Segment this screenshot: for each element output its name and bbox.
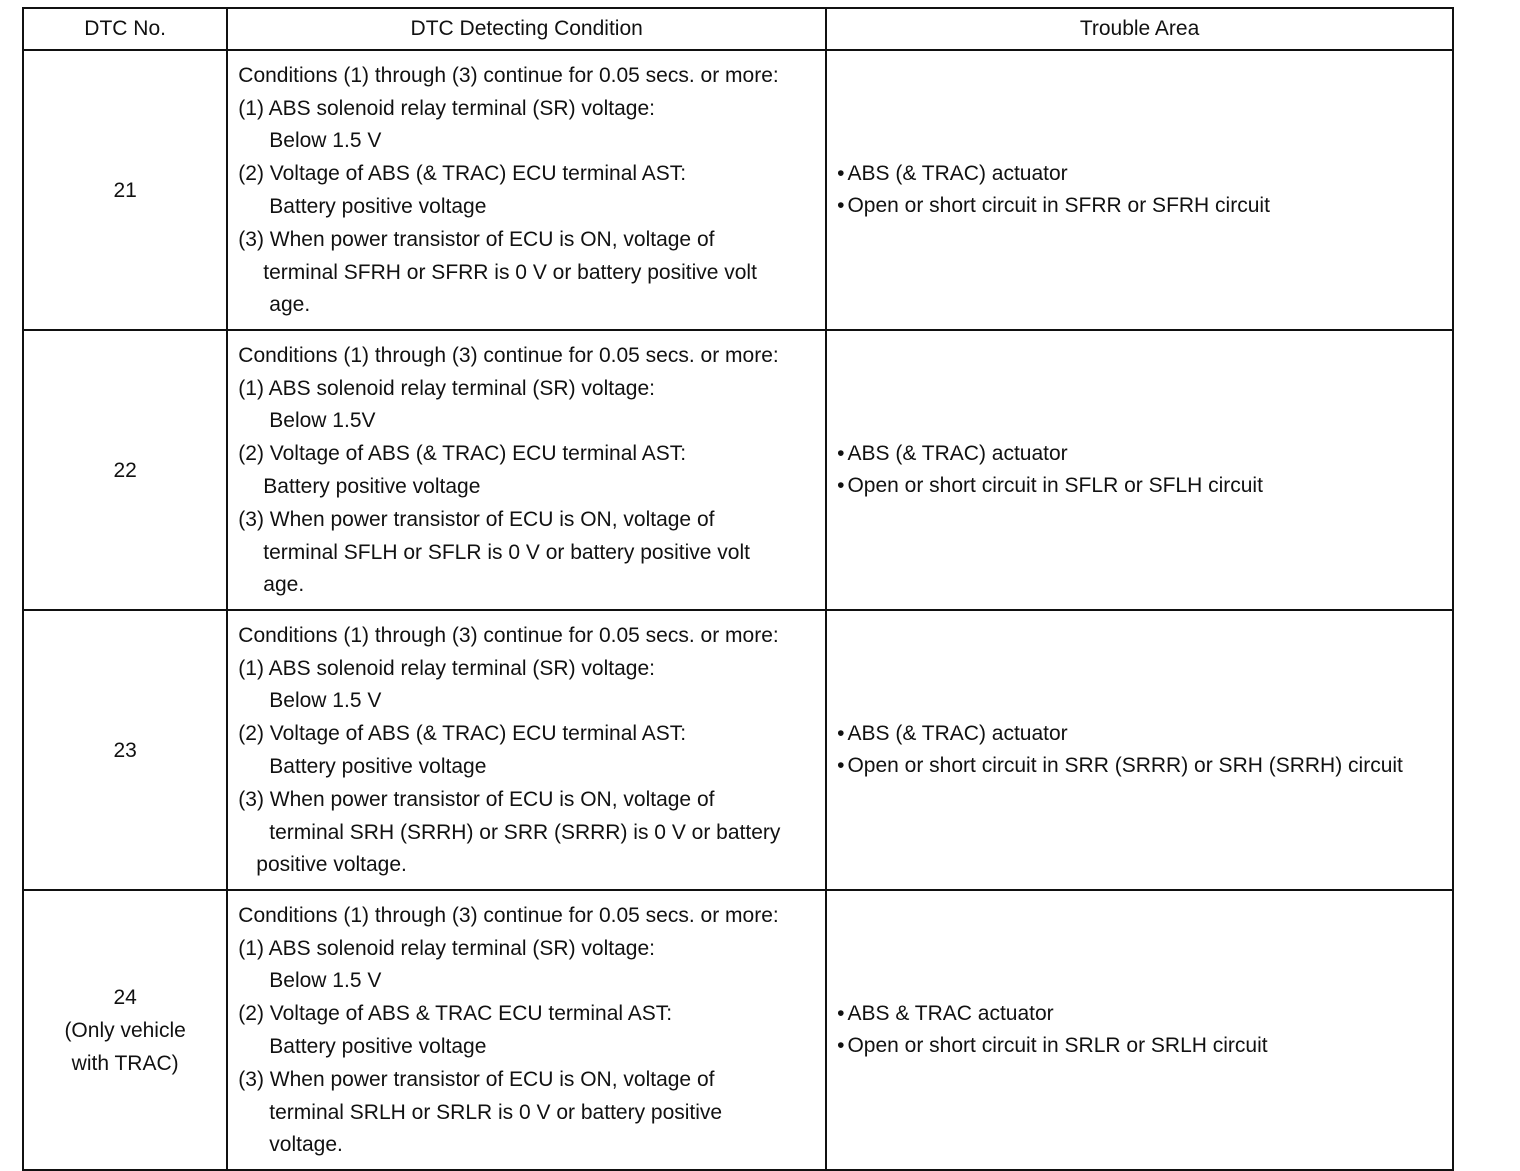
condition-line: terminal SFRH or SFRR is 0 V or battery positive volt xyxy=(263,260,757,284)
condition-line: terminal SFLH or SFLR is 0 V or battery positive volt xyxy=(263,540,750,564)
detecting-condition-cell xyxy=(227,890,826,1170)
condition-line: terminal SRLH or SRLR is 0 V or battery positive xyxy=(269,1100,723,1124)
condition-line: voltage. xyxy=(269,1133,343,1157)
trouble-area-cell xyxy=(826,50,1453,330)
detecting-condition-cell xyxy=(227,610,826,890)
detecting-condition-cell xyxy=(227,50,826,330)
condition-line: (3) When power transistor of ECU is ON, voltage of xyxy=(238,507,715,531)
dtc-number-cell xyxy=(23,330,227,610)
condition-line: Conditions (1) through (3) continue for 0.05 secs. or more: xyxy=(238,63,779,87)
condition-line: Conditions (1) through (3) continue for 0.05 secs. or more: xyxy=(238,623,779,647)
condition-line: (1) ABS solenoid relay terminal (SR) voltage: xyxy=(238,936,655,960)
trouble-area-item: • ABS (& TRAC) actuator xyxy=(837,158,1444,190)
condition-line: Battery positive voltage xyxy=(269,1035,487,1058)
condition-line: (1) ABS solenoid relay terminal (SR) voltage: xyxy=(238,656,655,680)
table-row xyxy=(23,890,1453,1170)
trouble-area-item: • Open or short circuit in SFRR or SFRH circuit xyxy=(837,190,1444,222)
dtc-number-cell xyxy=(23,610,227,890)
table-row xyxy=(23,610,1453,890)
dtc-number-line: 22 xyxy=(113,458,137,482)
trouble-area-cell xyxy=(826,330,1453,610)
dtc-number-line: 24 xyxy=(113,985,137,1009)
condition-line: Below 1.5 V xyxy=(269,689,382,713)
condition-line: age. xyxy=(269,293,311,317)
condition-line: Battery positive voltage xyxy=(269,195,487,218)
condition-line: (3) When power transistor of ECU is ON, voltage of xyxy=(238,1067,715,1091)
trouble-area-item: • Open or short circuit in SFLR or SFLH circuit xyxy=(837,470,1444,502)
dtc-table xyxy=(22,7,1454,1171)
trouble-area-item: • ABS & TRAC actuator xyxy=(837,998,1444,1030)
header-dtc-no: DTC No. xyxy=(23,8,227,50)
condition-line: (2) Voltage of ABS (& TRAC) ECU terminal AST: xyxy=(238,162,687,186)
trouble-area-item: • Open or short circuit in SRR (SRRR) or SRH (SRRH) circuit xyxy=(837,750,1444,782)
trouble-area-cell xyxy=(826,610,1453,890)
dtc-number-cell xyxy=(23,50,227,330)
trouble-area-item: • ABS (& TRAC) actuator xyxy=(837,718,1444,750)
dtc-number-line: (Only vehicle xyxy=(64,1018,186,1042)
dtc-number-line: 21 xyxy=(113,178,137,202)
header-detecting-condition: DTC Detecting Condition xyxy=(227,8,826,50)
condition-line: (1) ABS solenoid relay terminal (SR) voltage: xyxy=(238,376,655,400)
condition-line: (2) Voltage of ABS (& TRAC) ECU terminal AST: xyxy=(238,442,687,466)
condition-line: (2) Voltage of ABS (& TRAC) ECU terminal AST: xyxy=(238,722,687,746)
condition-line: Battery positive voltage xyxy=(269,755,487,778)
condition-line: Conditions (1) through (3) continue for 0.05 secs. or more: xyxy=(238,343,779,367)
dtc-number-line: with TRAC) xyxy=(71,1051,179,1075)
dtc-number-cell xyxy=(23,890,227,1170)
condition-line: Below 1.5 V xyxy=(269,969,382,993)
condition-line: Conditions (1) through (3) continue for 0.05 secs. or more: xyxy=(238,903,779,927)
trouble-area-item: • Open or short circuit in SRLR or SRLH circuit xyxy=(837,1030,1444,1062)
trouble-area-cell xyxy=(826,890,1453,1170)
condition-line: (1) ABS solenoid relay terminal (SR) voltage: xyxy=(238,96,655,120)
condition-line: Battery positive voltage xyxy=(263,475,481,498)
condition-line: Below 1.5V xyxy=(269,409,376,433)
condition-line: (3) When power transistor of ECU is ON, voltage of xyxy=(238,227,715,251)
detecting-condition-cell xyxy=(227,330,826,610)
condition-line: positive voltage. xyxy=(256,853,407,877)
table-row xyxy=(23,330,1453,610)
header-trouble-area: Trouble Area xyxy=(826,8,1453,50)
dtc-number-line: 23 xyxy=(113,738,137,762)
condition-line: (2) Voltage of ABS & TRAC ECU terminal AST: xyxy=(238,1002,673,1026)
condition-line: terminal SRH (SRRH) or SRR (SRRR) is 0 V or battery xyxy=(269,820,781,844)
trouble-area-item: • ABS (& TRAC) actuator xyxy=(837,438,1444,470)
table-row xyxy=(23,50,1453,330)
condition-line: age. xyxy=(263,573,305,597)
condition-line: (3) When power transistor of ECU is ON, voltage of xyxy=(238,787,715,811)
header-row xyxy=(23,8,1453,50)
condition-line: Below 1.5 V xyxy=(269,129,382,153)
